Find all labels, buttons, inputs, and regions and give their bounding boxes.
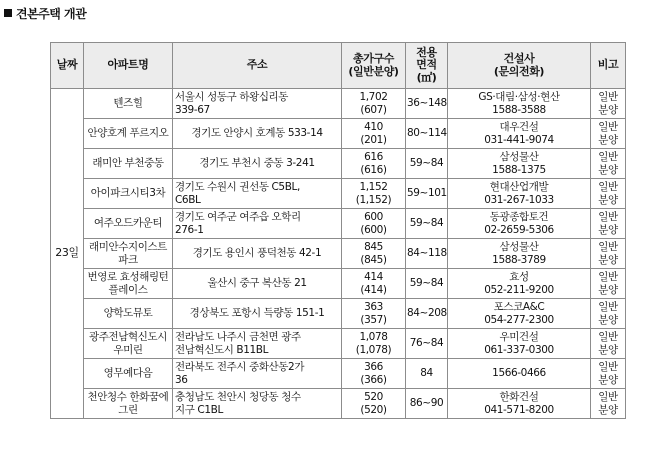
address-cell — [173, 209, 342, 239]
address-line1: 전라남도 나주시 금천면 광주 — [175, 331, 301, 343]
address-line2: 지구 C1BL — [175, 403, 223, 416]
note-line2: 분양 — [598, 313, 618, 326]
note-line2: 분양 — [598, 163, 618, 176]
note-line1: 일반 — [598, 211, 618, 223]
builder-phone: 061-337-0300 — [484, 343, 554, 356]
units-general: (600) — [360, 223, 387, 236]
area-cell: 86~90 — [406, 389, 448, 419]
note-line1: 일반 — [598, 331, 618, 343]
header-units-line1: 총가구수 — [353, 52, 394, 65]
area-cell: 76~84 — [406, 329, 448, 359]
note-line1: 일반 — [598, 151, 618, 163]
units-general: (414) — [360, 283, 387, 296]
builder-name: 현대산업개발 — [489, 181, 549, 193]
note-cell — [591, 239, 626, 269]
address-cell — [173, 269, 342, 299]
units-total: 845 — [364, 241, 383, 253]
header-apt-name: 아파트명 — [84, 43, 173, 89]
builder-name: 동광종합토건 — [489, 211, 549, 223]
builder-cell — [448, 209, 591, 239]
apt-name-cell: 여주오드카운티 — [84, 209, 173, 239]
header-note: 비고 — [591, 43, 626, 89]
table-row — [51, 329, 626, 359]
table-row — [51, 89, 626, 119]
address-cell — [173, 389, 342, 419]
header-area-line1: 전용 — [416, 45, 437, 59]
units-cell — [342, 239, 406, 269]
builder-cell — [448, 269, 591, 299]
apt-name-cell: 광주전남혁신도시 우미린 — [84, 329, 173, 359]
apt-name-cell: 안양호계 푸르지오 — [84, 119, 173, 149]
builder-cell — [448, 119, 591, 149]
builder-cell — [448, 89, 591, 119]
area-cell: 36~148 — [406, 89, 448, 119]
table-row — [51, 299, 626, 329]
table-row — [51, 389, 626, 419]
address-line1: 울산시 중구 복산동 21 — [207, 277, 307, 290]
units-cell — [342, 329, 406, 359]
note-line1: 일반 — [598, 241, 618, 253]
units-cell — [342, 119, 406, 149]
section-title — [4, 4, 86, 22]
header-units — [342, 43, 406, 89]
header-units-line2: (일반분양) — [348, 64, 399, 78]
area-cell: 59~84 — [406, 149, 448, 179]
apt-name-cell: 양학도뮤토 — [84, 299, 173, 329]
builder-phone: 1588-3588 — [492, 103, 546, 116]
units-total: 616 — [364, 151, 383, 163]
apt-name-cell: 래미안 부천중동 — [84, 149, 173, 179]
note-line2: 분양 — [598, 343, 618, 356]
units-cell — [342, 179, 406, 209]
header-area-line2: 면적 — [416, 58, 437, 72]
apt-name-cell: 아이파크시티3차 — [84, 179, 173, 209]
address-line1: 충청남도 천안시 청당동 청수 — [175, 391, 301, 403]
section-title-text: 견본주택 개관 — [16, 6, 87, 21]
address-line2: 36 — [175, 373, 188, 386]
builder-name: 삼성물산 — [499, 241, 539, 253]
note-line2: 분양 — [598, 373, 618, 386]
units-total: 1,702 — [359, 91, 388, 103]
area-cell: 59~84 — [406, 269, 448, 299]
table-row — [51, 209, 626, 239]
address-line1: 경기도 여주군 여주읍 오학리 — [175, 211, 301, 223]
units-general: (616) — [360, 163, 387, 176]
note-cell — [591, 269, 626, 299]
header-builder-line2: (문의전화) — [493, 64, 545, 78]
note-cell — [591, 329, 626, 359]
builder-phone: 1588-1375 — [492, 163, 546, 176]
units-total: 520 — [364, 391, 383, 403]
model-house-table — [50, 42, 626, 419]
address-cell — [173, 119, 342, 149]
date-cell: 23일 — [51, 89, 84, 419]
builder-cell — [448, 359, 591, 389]
header-address: 주소 — [173, 43, 342, 89]
units-general: (1,152) — [355, 193, 392, 206]
address-line1: 전라북도 전주시 중화산동2가 — [175, 361, 305, 373]
square-bullet-icon — [4, 9, 12, 17]
apt-name-cell: 텐즈힐 — [84, 89, 173, 119]
address-line1: 서울시 성동구 하왕십리동 — [175, 91, 289, 103]
table-row — [51, 119, 626, 149]
units-cell — [342, 149, 406, 179]
units-cell — [342, 269, 406, 299]
note-cell — [591, 119, 626, 149]
note-cell — [591, 359, 626, 389]
units-general: (201) — [360, 133, 387, 146]
builder-name: GS·대림·삼성·현산 — [478, 91, 560, 103]
address-cell — [173, 299, 342, 329]
apt-name-cell: 래미안수지이스트파크 — [84, 239, 173, 269]
header-builder — [448, 43, 591, 89]
note-cell — [591, 299, 626, 329]
builder-phone: 052-211-9200 — [484, 283, 554, 296]
note-line2: 분양 — [598, 403, 618, 416]
apt-name-cell: 천안청수 한화꿈에그린 — [84, 389, 173, 419]
address-cell — [173, 89, 342, 119]
table-row — [51, 239, 626, 269]
area-cell: 84~118 — [406, 239, 448, 269]
units-total: 600 — [364, 211, 383, 223]
builder-cell — [448, 389, 591, 419]
area-cell: 80~114 — [406, 119, 448, 149]
table-row — [51, 179, 626, 209]
address-cell — [173, 359, 342, 389]
note-cell — [591, 209, 626, 239]
builder-phone: 02-2659-5306 — [484, 223, 554, 236]
units-total: 1,152 — [359, 181, 388, 193]
note-line2: 분양 — [598, 193, 618, 206]
builder-cell — [448, 329, 591, 359]
header-date: 날짜 — [51, 43, 84, 89]
area-cell: 59~101 — [406, 179, 448, 209]
address-line2: 339-67 — [175, 103, 210, 116]
builder-name: 대우건설 — [499, 121, 539, 133]
builder-phone: 041-571-8200 — [484, 403, 554, 416]
address-line1: 경기도 용인시 풍덕천동 42-1 — [192, 247, 322, 260]
address-cell — [173, 179, 342, 209]
note-line1: 일반 — [598, 121, 618, 133]
note-line2: 분양 — [598, 253, 618, 266]
builder-cell — [448, 299, 591, 329]
area-cell: 59~84 — [406, 209, 448, 239]
units-general: (607) — [360, 103, 387, 116]
builder-name: 효성 — [509, 271, 529, 283]
address-line2: C6BL — [175, 193, 201, 206]
builder-name: 포스코A&C — [493, 301, 545, 313]
table-row — [51, 149, 626, 179]
note-line1: 일반 — [598, 301, 618, 313]
builder-phone: 1588-3789 — [492, 253, 546, 266]
note-cell — [591, 179, 626, 209]
header-area — [406, 43, 448, 89]
units-cell — [342, 299, 406, 329]
builder-cell — [448, 149, 591, 179]
address-line1: 경기도 부천시 중동 3-241 — [199, 157, 315, 170]
builder-name: 우미건설 — [499, 331, 539, 343]
note-line1: 일반 — [598, 91, 618, 103]
units-general: (520) — [360, 403, 387, 416]
header-area-line3: (㎡) — [416, 70, 437, 84]
address-line1: 경기도 안양시 호계동 533-14 — [191, 127, 323, 140]
builder-phone: 031-267-1033 — [484, 193, 554, 206]
units-general: (357) — [360, 313, 387, 326]
units-total: 1,078 — [359, 331, 388, 343]
note-line2: 분양 — [598, 133, 618, 146]
builder-cell — [448, 239, 591, 269]
units-cell — [342, 209, 406, 239]
note-line1: 일반 — [598, 181, 618, 193]
table-header-row — [51, 43, 626, 89]
units-total: 410 — [364, 121, 383, 133]
units-total: 366 — [364, 361, 383, 373]
note-line2: 분양 — [598, 223, 618, 236]
note-line2: 분양 — [598, 103, 618, 116]
address-line1: 경기도 수원시 권선동 C5BL, — [175, 181, 300, 193]
note-line1: 일반 — [598, 391, 618, 403]
table-row — [51, 269, 626, 299]
apt-name-cell: 영무예다음 — [84, 359, 173, 389]
builder-name: 삼성물산 — [499, 151, 539, 163]
builder-cell — [448, 179, 591, 209]
units-cell — [342, 389, 406, 419]
builder-phone: 1566-0466 — [492, 367, 546, 380]
note-line2: 분양 — [598, 283, 618, 296]
area-cell: 84 — [406, 359, 448, 389]
builder-name: 한화건설 — [499, 391, 539, 403]
units-total: 363 — [364, 301, 383, 313]
note-cell — [591, 89, 626, 119]
note-cell — [591, 149, 626, 179]
address-line2: 276-1 — [175, 223, 204, 236]
units-general: (845) — [360, 253, 387, 266]
address-cell — [173, 329, 342, 359]
apt-name-cell: 번영로 효성해링턴 플레이스 — [84, 269, 173, 299]
address-line1: 경상북도 포항시 득량동 151-1 — [189, 307, 325, 320]
note-line1: 일반 — [598, 361, 618, 373]
units-total: 414 — [364, 271, 383, 283]
units-cell — [342, 89, 406, 119]
table-row — [51, 359, 626, 389]
address-cell — [173, 239, 342, 269]
header-builder-line1: 건설사 — [503, 52, 535, 65]
area-cell: 84~208 — [406, 299, 448, 329]
units-general: (1,078) — [355, 343, 392, 356]
address-cell — [173, 149, 342, 179]
address-line2: 전남혁신도시 B11BL — [175, 343, 269, 356]
note-cell — [591, 389, 626, 419]
note-line1: 일반 — [598, 271, 618, 283]
units-cell — [342, 359, 406, 389]
builder-phone: 054-277-2300 — [484, 313, 554, 326]
builder-phone: 031-441-9074 — [484, 133, 554, 146]
units-general: (366) — [360, 373, 387, 386]
